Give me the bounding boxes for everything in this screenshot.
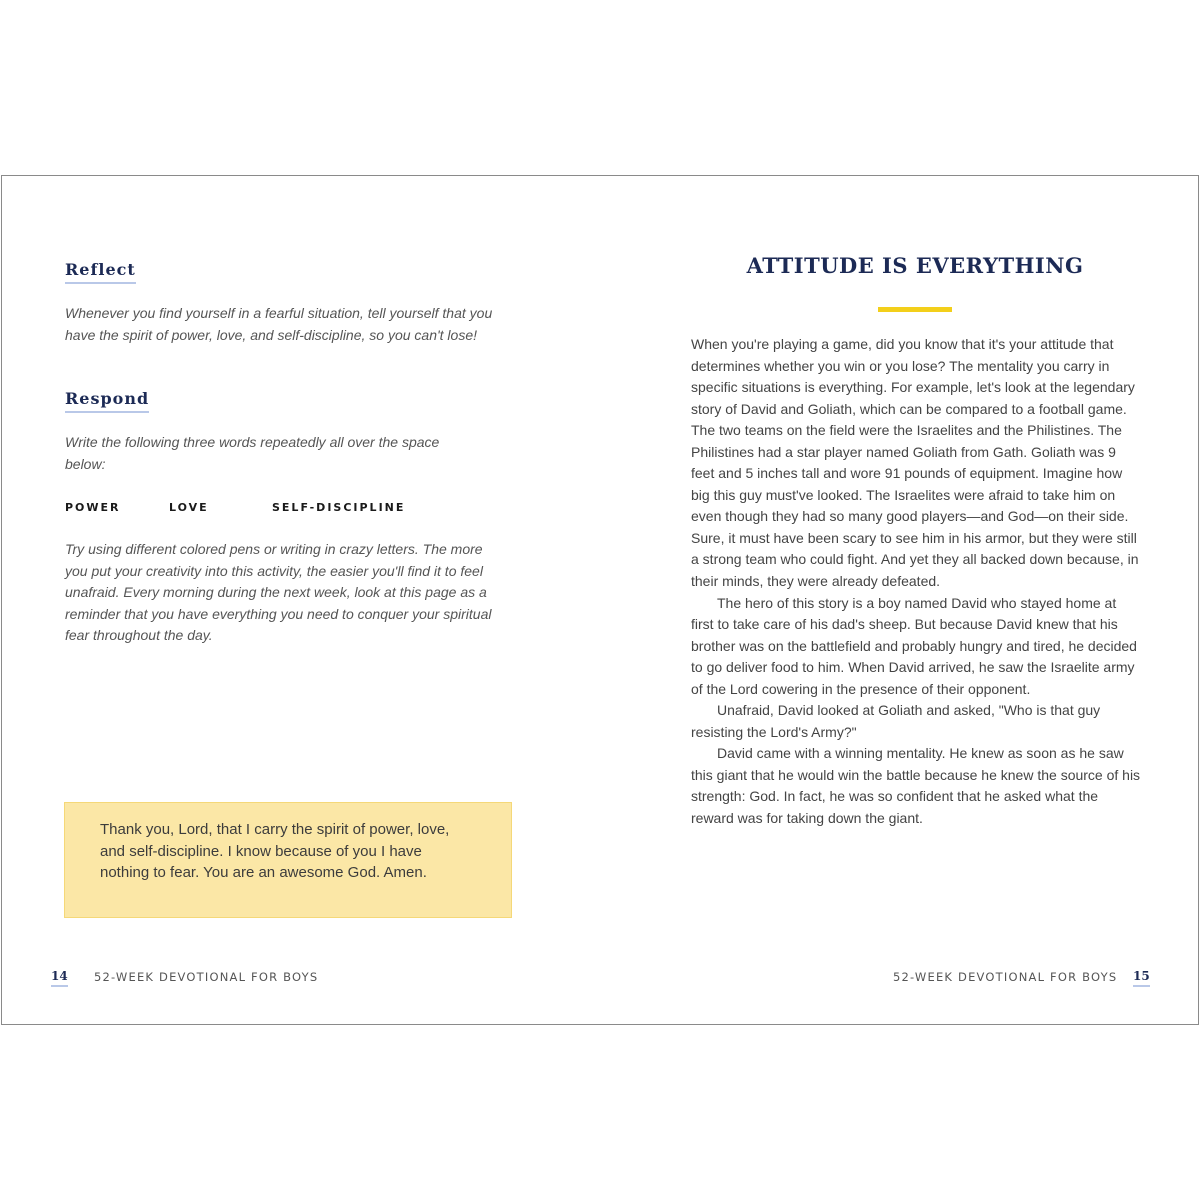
reflect-text: Whenever you find yourself in a fearful situation, tell yourself that you have the spirit of power, love, and self-discipline, so you can't lose! — [65, 305, 493, 343]
running-head-right: 52-WEEK DEVOTIONAL FOR BOYS — [893, 970, 1118, 984]
respond-instruction: Write the following three words repeatedly all over the space below: — [65, 434, 440, 472]
word-self-discipline: SELF-DISCIPLINE — [272, 501, 406, 514]
reflect-underline — [65, 282, 136, 284]
paragraph-1: When you're playing a game, did you know that it's your attitude that determines whether you win or you lose? The mentality you carry in specific situations is everything. For example, let's look at the legendary story of David and Goliath, which can be compared to a football game. The two teams on the field were the Israelites and the Philistines. The Philistines had a star player named Goliath from Gath. Goliath was 9 feet and 5 inches tall and wore 91 pounds of equipment. Imagine how big this guy must've looked. The Israelites were afraid to take him on even though they had so many good players—and God—on their side. Sure, it must have been scary to see him in his armor, but they were still a strong team who could fight. And yet they all backed down because, in their minds, they were already defeated. — [691, 336, 1139, 590]
prayer-text: Thank you, Lord, that I carry the spirit of power, love, and self-discipline. I know because of you I have nothing to fear. You are an awesome God. Amen. — [100, 821, 450, 881]
respond-underline — [65, 411, 149, 413]
book-spread — [1, 175, 1199, 1025]
paragraph-3: Unafraid, David looked at Goliath and asked, "Who is that guy resisting the Lord's Army?" — [691, 702, 1101, 740]
paragraph-4: David came with a winning mentality. He knew as soon as he saw this giant that he would win the battle because he knew the source of his strength: God. In fact, he was so confident that he asked what the reward was for taking down the giant. — [691, 745, 1141, 827]
running-head-left: 52-WEEK DEVOTIONAL FOR BOYS — [94, 970, 319, 984]
reflect-heading-text: Reflect — [65, 260, 136, 279]
respond-heading — [65, 389, 149, 413]
word-power: POWER — [65, 501, 121, 514]
prayer-box — [64, 802, 512, 918]
word-love: LOVE — [169, 501, 209, 514]
title-accent-bar — [878, 307, 952, 312]
chapter-title: ATTITUDE IS EVERYTHING — [746, 253, 1084, 278]
page-number-right — [1133, 969, 1150, 987]
page-number-right-underline — [1133, 985, 1150, 987]
respond-heading-text: Respond — [65, 389, 150, 408]
reflect-heading — [65, 260, 136, 284]
body-text — [691, 334, 1141, 830]
page-number-left-underline — [51, 985, 68, 987]
paragraph-2: The hero of this story is a boy named David who stayed home at first to take care of his dad's sheep. But because David knew that his brother was on the battlefield and probably hungry and tired, he decided to go deliver food to him. When David arrived, he saw the Israelite army of the Lord cowering in the presence of their opponent. — [691, 594, 1137, 697]
page-number-left — [51, 969, 68, 987]
respond-tip: Try using different colored pens or writing in crazy letters. The more you put your creativity into this activity, the easier you'll find it to feel unafraid. Every morning during the next week, look at this page as a reminder that you have everything you need to conquer your spiritual fear throughout the day. — [65, 541, 492, 644]
page-number-right-text: 15 — [1133, 969, 1150, 983]
page-number-left-text: 14 — [51, 969, 68, 983]
